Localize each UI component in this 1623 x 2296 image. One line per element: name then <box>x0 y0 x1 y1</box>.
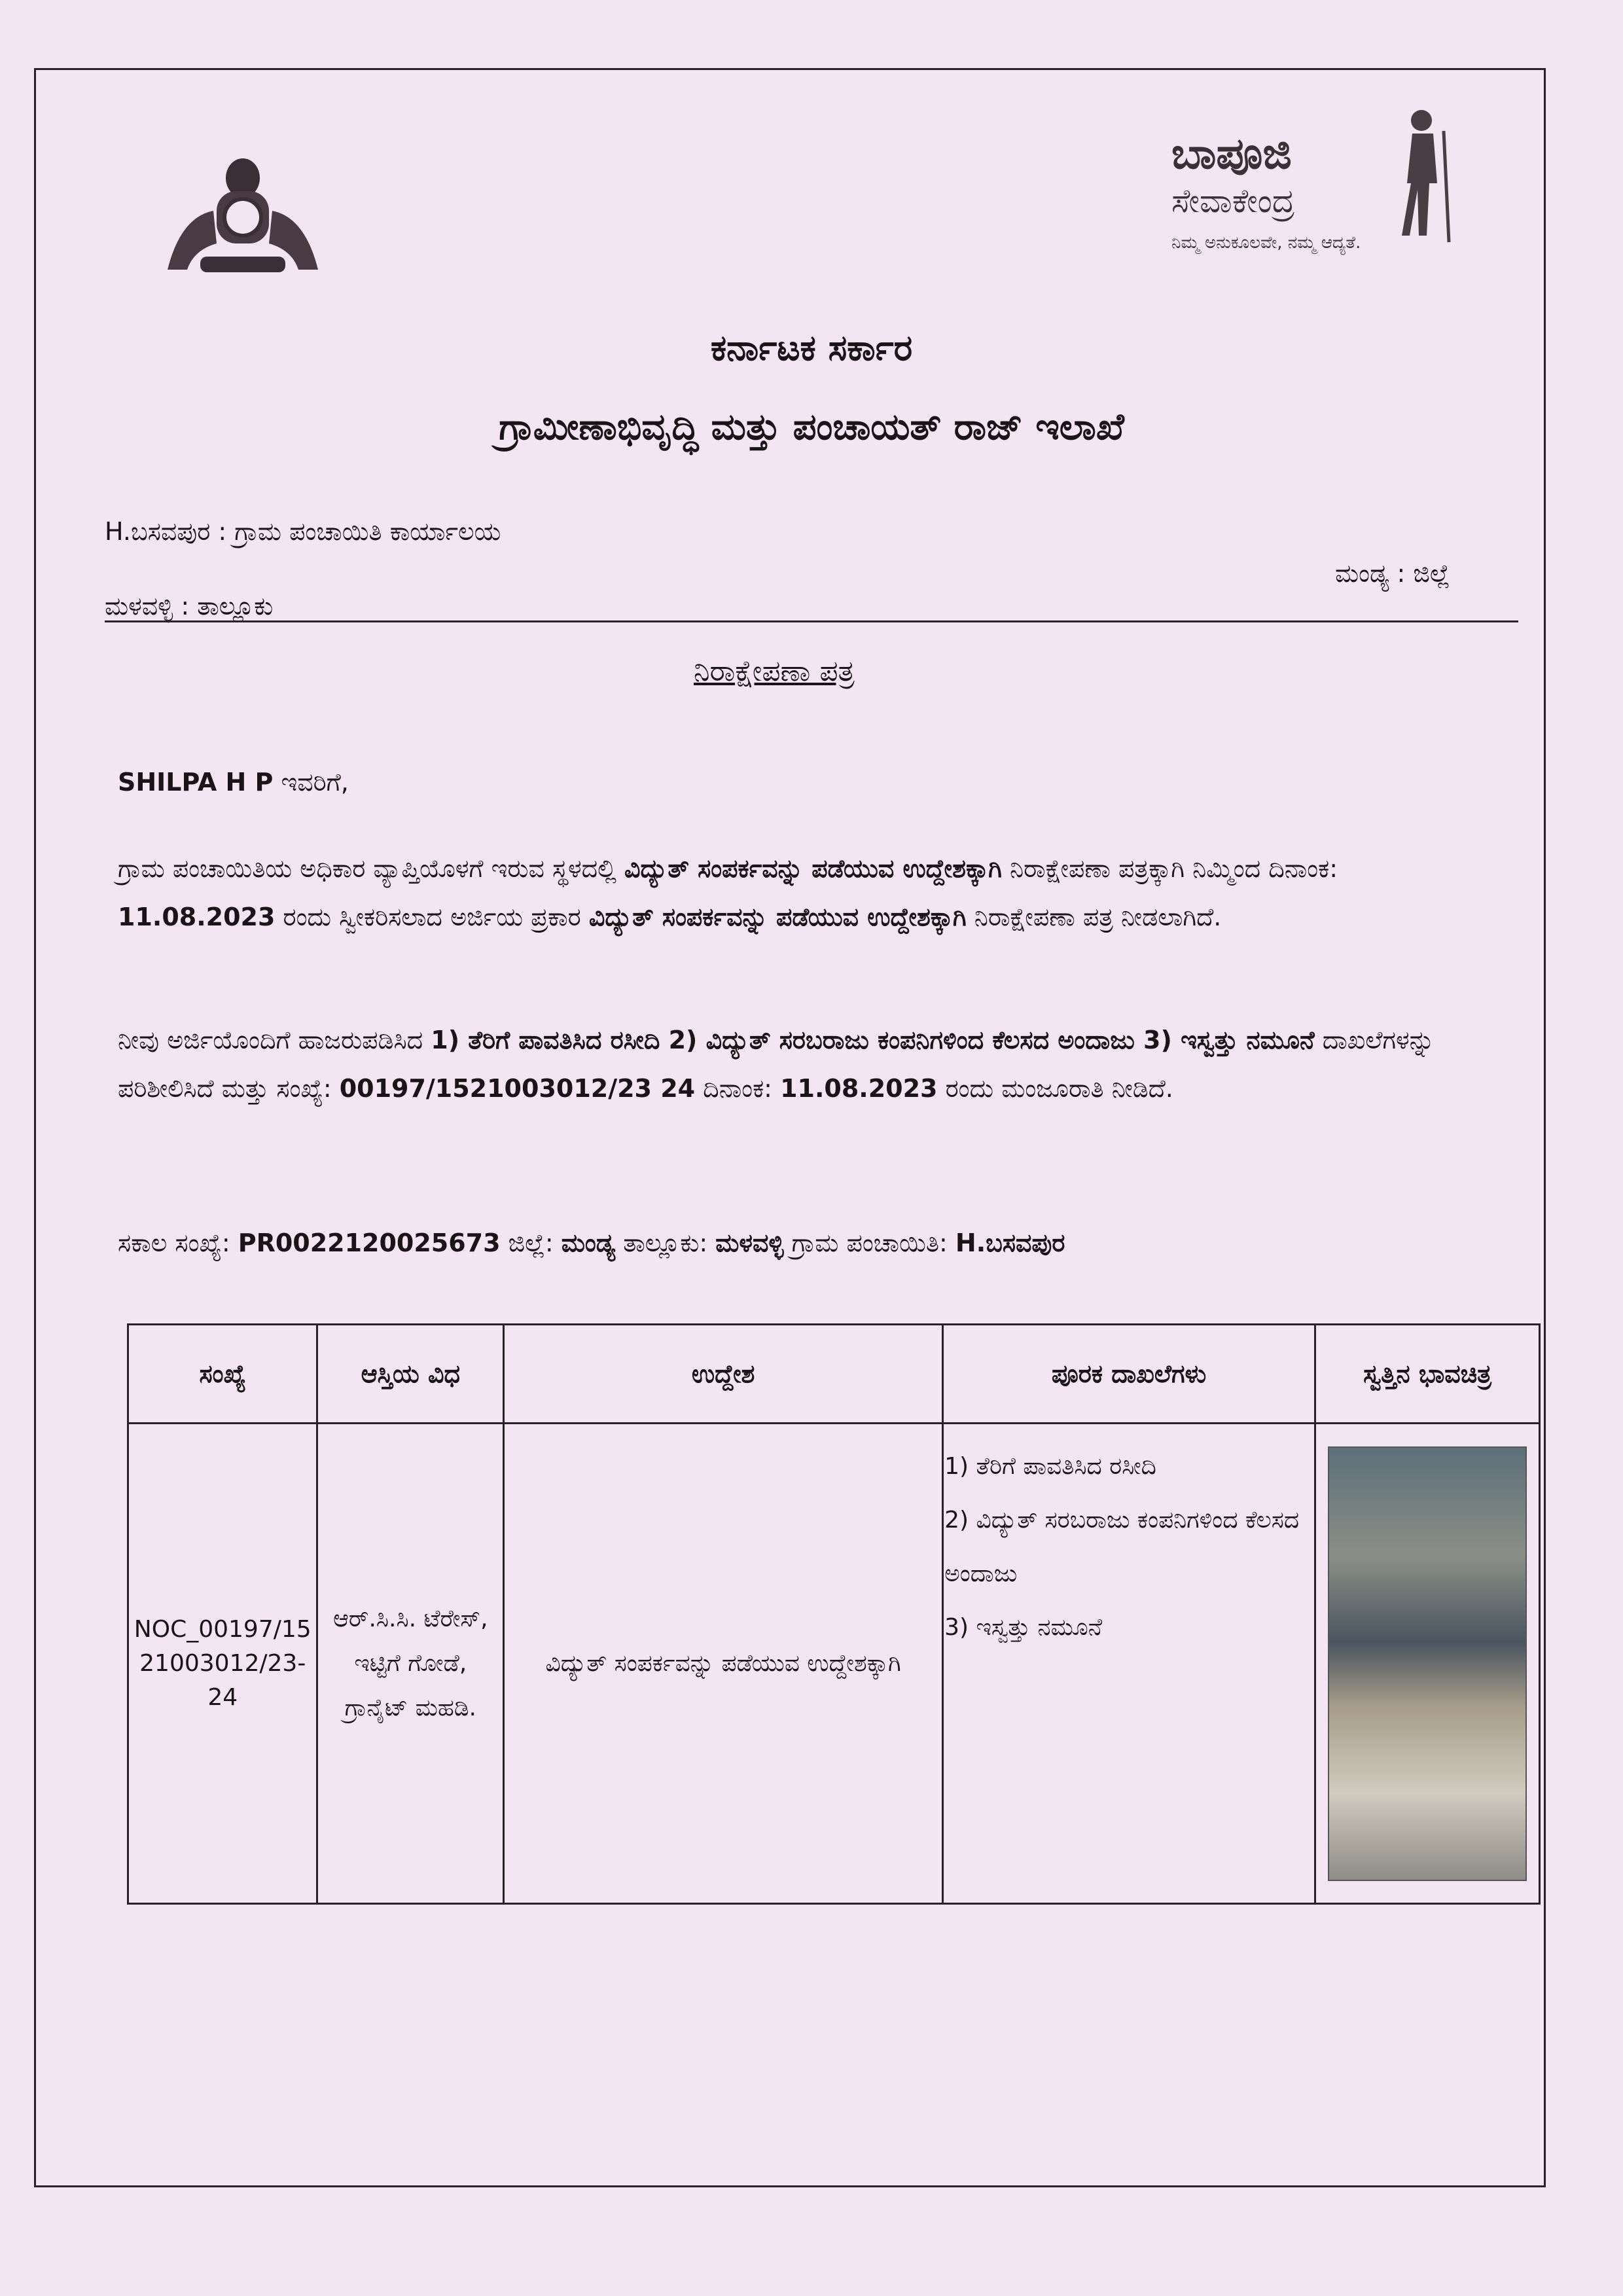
application-date: 11.08.2023 <box>118 903 276 931</box>
paragraph-intro <box>118 844 1499 941</box>
header-supporting-docs: ಪೂರಕ ದಾಖಲೆಗಳು <box>943 1325 1315 1424</box>
logo-tagline: ನಿಮ್ಮ ಅನುಕೂಲವೇ, ನಮ್ಮ ಆದ್ಯತೆ. <box>1171 233 1361 253</box>
district-value: ಮಂಡ್ಯ <box>561 1229 616 1257</box>
recipient-name: SHILPA H P <box>118 768 274 797</box>
logo-title: ಬಾಪೂಜಿ <box>1171 128 1292 179</box>
paragraph-documents <box>118 1016 1499 1113</box>
cell-purpose: ವಿದ್ಯುತ್ ಸಂಪರ್ಕವನ್ನು ಪಡೆಯುವ ಉದ್ದೇಶಕ್ಕಾಗಿ <box>504 1424 943 1904</box>
para1-bold-3: ವಿದ್ಯುತ್ ಸಂಪರ್ಕವನ್ನು ಪಡೆಯುವ ಉದ್ದೇಶಕ್ಕಾಗಿ <box>588 903 967 931</box>
noc-title: ನಿರಾಕ್ಷೇಪಣಾ ಪತ್ರ <box>694 655 855 688</box>
cell-property-type: ಆರ್.ಸಿ.ಸಿ. ಟೆರೇಸ್, ಇಟ್ಟಿಗೆ ಗೋಡೆ, ಗ್ರಾನೈಟ್ ಮಹಡಿ. <box>317 1424 504 1904</box>
sanction-number: 00197/1521003012/23 24 <box>339 1074 696 1103</box>
para2-text-3: ದಿನಾಂಕ: <box>695 1074 781 1103</box>
salutation-suffix: ಇವರಿಗೆ, <box>273 768 349 797</box>
table-header-row <box>128 1325 1540 1424</box>
supporting-doc-3: 3) ಇಸ್ವತ್ತು ನಮೂನೆ <box>944 1614 1103 1641</box>
taluk-field-label: ತಾಲ್ಲೂಕು: <box>615 1229 716 1257</box>
cell-property-photo <box>1315 1424 1540 1904</box>
salutation <box>118 758 1499 806</box>
panchayat-value: H.ಬಸವಪುರ <box>955 1229 1065 1257</box>
sakala-label: ಸಕಾಲ ಸಂಖ್ಯೆ: <box>118 1229 238 1257</box>
state-emblem-icon <box>154 145 331 283</box>
panchayat-field-label: ಗ್ರಾಮ ಪಂಚಾಯಿತಿ: <box>783 1229 955 1257</box>
header-number: ಸಂಖ್ಯೆ <box>128 1325 317 1424</box>
cell-noc-number: NOC_00197/1521003012/23-24 <box>128 1424 317 1904</box>
sanction-date: 11.08.2023 <box>780 1074 938 1103</box>
panchayat-office: H.ಬಸವಪುರ : ಗ್ರಾಮ ಪಂಚಾಯಿತಿ ಕಾರ್ಯಾಲಯ <box>105 517 501 546</box>
header-property-type: ಆಸ್ತಿಯ ವಿಧ <box>317 1325 504 1424</box>
department-title: ಗ್ರಾಮೀಣಾಭಿವೃದ್ಧಿ ಮತ್ತು ಪಂಚಾಯತ್ ರಾಜ್ ಇಲಾಖೆ <box>499 406 1124 448</box>
taluk-label: ಮಳವಳ್ಳಿ : ತಾಲ್ಲೂಕು <box>105 592 274 620</box>
table-row <box>128 1424 1540 1904</box>
para2-text-1: ನೀವು ಅರ್ಜಿಯೊಂದಿಗೆ ಹಾಜರುಪಡಿಸಿದ <box>118 1026 431 1054</box>
cell-supporting-docs <box>943 1424 1315 1904</box>
district-field-label: ಜಿಲ್ಲೆ: <box>500 1229 562 1257</box>
para1-text-1: ಗ್ರಾಮ ಪಂಚಾಯಿತಿಯ ಅಧಿಕಾರ ವ್ಯಾಪ್ತಿಯೊಳಗೆ ಇರುವ ಸ್ಥಳದಲ್ಲಿ <box>118 854 624 883</box>
taluk-value: ಮಳವಳ್ಳಿ <box>715 1229 784 1257</box>
para1-text-4: ನಿರಾಕ್ಷೇಪಣಾ ಪತ್ರ ನೀಡಲಾಗಿದೆ. <box>966 903 1222 931</box>
para1-bold-1: ವಿದ್ಯುತ್ ಸಂಪರ್ಕವನ್ನು ಪಡೆಯುವ ಉದ್ದೇಶಕ್ಕಾಗಿ <box>624 854 1002 883</box>
sakala-line <box>118 1219 1499 1267</box>
supporting-doc-2: 2) ವಿದ್ಯುತ್ ಸರಬರಾಜು ಕಂಪನಿಗಳಿಂದ ಕೆಲಸದ ಅಂದಾಜು <box>944 1507 1300 1587</box>
header-property-photo: ಸ್ವತ್ತಿನ ಭಾವಚಿತ್ರ <box>1315 1325 1540 1424</box>
noc-details-table <box>127 1323 1541 1905</box>
district-label: ಮಂಡ್ಯ : ಜಿಲ್ಲೆ <box>1335 559 1450 588</box>
gandhi-figure-icon <box>1381 105 1459 249</box>
logo-subtitle: ಸೇವಾಕೇಂದ್ರ <box>1171 182 1295 220</box>
bapuji-seva-kendra-logo <box>1158 105 1466 268</box>
document-list: 1) ತೆರಿಗೆ ಪಾವತಿಸಿದ ರಸೀದಿ 2) ವಿದ್ಯುತ್ ಸರಬರಾಜು ಕಂಪನಿಗಳಿಂದ ಕೆಲಸದ ಅಂದಾಜು 3) ಇಸ್ವತ್ತು ನಮೂನೆ <box>431 1026 1315 1054</box>
supporting-doc-1: 1) ತೆರಿಗೆ ಪಾವತಿಸಿದ ರಸೀದಿ <box>944 1453 1156 1480</box>
para1-text-2: ನಿರಾಕ್ಷೇಪಣಾ ಪತ್ರಕ್ಕಾಗಿ ನಿಮ್ಮಿಂದ ದಿನಾಂಕ: <box>1001 854 1338 883</box>
sakala-number: PR0022120025673 <box>238 1229 501 1257</box>
government-title: ಕರ್ನಾಟಕ ಸರ್ಕಾರ <box>710 327 913 368</box>
header-divider <box>105 620 1518 622</box>
header-purpose: ಉದ್ದೇಶ <box>504 1325 943 1424</box>
para2-text-4: ರಂದು ಮಂಜೂರಾತಿ ನೀಡಿದೆ. <box>937 1074 1173 1103</box>
para1-text-3: ರಂದು ಸ್ವೀಕರಿಸಲಾದ ಅರ್ಜಿಯ ಪ್ರಕಾರ <box>275 903 589 931</box>
para2-text-2: ದಾಖಲೆಗಳನ್ನು ಪರಿಶೀಲಿಸಿದೆ ಮತ್ತು ಸಂಖ್ಯೆ: <box>118 1026 1435 1103</box>
property-photo <box>1328 1446 1527 1881</box>
